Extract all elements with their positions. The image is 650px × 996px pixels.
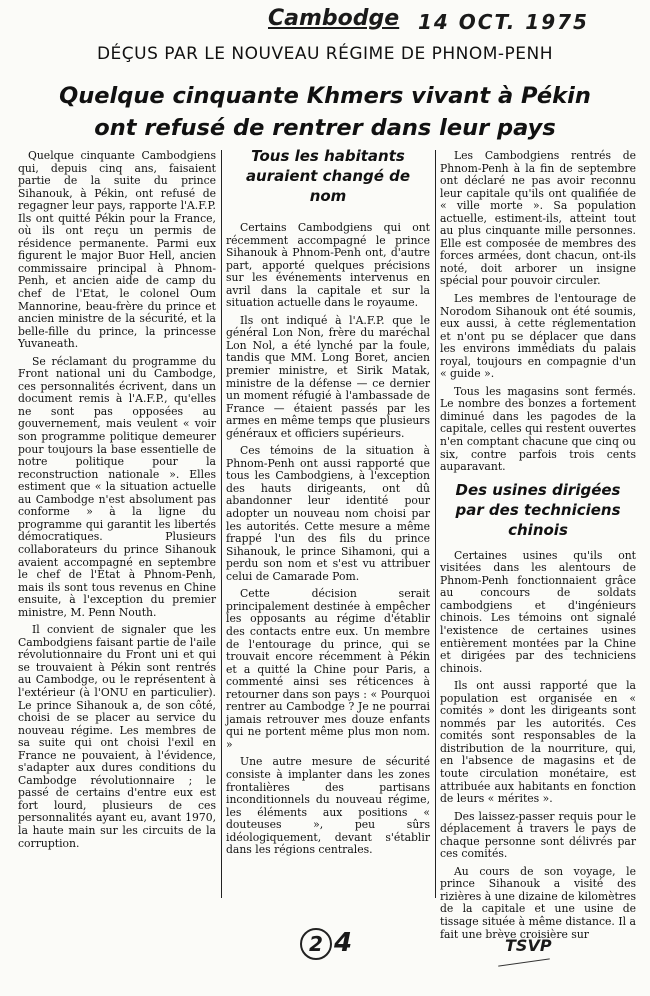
paragraph: Se réclamant du programme du Front national uni du Cambodge, ces personnalités écrivent, dans un document remis à l'A.F.P., qu'elles ne sont pas opposées au gouvernement, mais veulent « voir son programme politique demeurer pour toujours la base essentielle de notre politique pour la reconstruction nationale ». Elles estiment que « la situation actuelle au Cambodge n'est absolument pas conforme » à la ligne du programme qui garantit les libertés démocratiques. Plusieurs collaborateurs du prince Sihanouk avaient accompagné en septembre le chef de l'Etat à Phnom-Penh, mais ils sont tous revenus en Chine ensuite, à l'exception du premier ministre, M. Penn Nouth. bbox=[18, 354, 216, 619]
subheading: Tous les habitants auraient changé de nom bbox=[245, 147, 411, 205]
paragraph: Certains Cambodgiens qui ont récemment accompagné le prince Sihanouk à Phnom-Penh ont, d'autre part, apporté quelques précisions sur les événements intervenus en avril dans la capitale et sur la situation actuelle dans le royaume. bbox=[226, 221, 430, 310]
article-column-3 bbox=[440, 150, 636, 946]
clipping-date-stamp: 14 OCT. 1975 bbox=[418, 10, 589, 34]
paragraph: Des laissez-passer requis pour le déplacement à travers le pays de chaque personne sont délivrés par ces comités. bbox=[440, 809, 636, 861]
article-column-2 bbox=[226, 144, 430, 862]
paragraph: Une autre mesure de sécurité consiste à implanter dans les zones frontalières des partisans inconditionnels du nouveau régime, les éléments aux positions « douteuses », peu sûrs idéologiquement, devant s'établir dans les régions centrales. bbox=[226, 755, 430, 857]
headline-line-1: Quelque cinquante Khmers vivant à Pékin bbox=[59, 83, 591, 109]
headline bbox=[10, 80, 640, 144]
paragraph: Ils ont aussi rapporté que la population est organisée en « comités » dont les dirigeants sont nommés par les autorités. Ces comités sont responsables de la distribution de la nourriture, qui, en l'absence de magasins et de toute circulation monétaire, est attribuée aux habitants en fonction de leurs « mérites ». bbox=[440, 679, 636, 806]
paragraph: Cette décision serait principalement destinée à empêcher les opposants au régime d'établir des contacts entre eux. Un membre de l'entourage du prince, qui se trouvait encore récemment à Pékin et a quitté la Chine pour Paris, a commenté ainsi ses réticences à retourner dans son pays : « Pourquoi rentrer au Cambodge ? Je ne pourrai jamais retrouver mes douze enfants qui ne portent même plus mon nom. » bbox=[226, 587, 430, 751]
subheading: Des usines dirigées par des techniciens chinois bbox=[455, 480, 621, 539]
paragraph: Certaines usines qu'ils ont visitées dans les alentours de Phnom-Penh fonctionnaient grâce au concours de soldats cambodgiens et d'ingénieurs chinois. Les témoins ont signalé l'existence de certaines usines entièrement montées par la Chine et dirigées par des techniciens chinois. bbox=[440, 548, 636, 675]
paragraph: Les Cambodgiens rentrés de Phnom-Penh à la fin de septembre ont déclaré ne pas avoir reconnu leur capitale qu'ils ont qualifiée de « ville morte ». Sa population actuelle, estiment-ils, atteint tout au plus cinquante mille personnes. Elle est composée de membres des forces armées, dont chacun, ont-ils noté, doit arborer un insigne spécial pour pouvoir circuler. bbox=[440, 149, 636, 288]
article-column-1 bbox=[18, 150, 216, 855]
column-rule-left bbox=[221, 150, 222, 898]
page-number-circled: 2 bbox=[300, 928, 332, 960]
paragraph: Au cours de son voyage, le prince Sihanouk a visité des rizières à une dizaine de kilomètres de la capitale et une usine de tissage située à même distance. Il a fait une brève croisière sur bbox=[440, 864, 636, 941]
handwritten-underline-stroke bbox=[498, 958, 550, 966]
handwritten-page-number bbox=[300, 928, 352, 960]
column-rule-right bbox=[435, 150, 436, 898]
page-mark: 4 bbox=[334, 928, 353, 958]
newspaper-source-label: Cambodge bbox=[268, 6, 400, 31]
paragraph: Il convient de signaler que les Cambodgiens faisant partie de l'aile révolutionnaire du Front uni et qui se trouvaient à Pékin sont rentrés au Cambodge, ou le représentent à l'extérieur (à l'ONU en particulier). Le prince Sihanouk a, de son côté, choisi de se placer au service du nouveau régime. Les membres de sa suite qui ont choisi l'exil en France ne pouvaient, à l'évidence, s'adapter aux dures conditions du Cambodge révolutionnaire ; le passé de certains d'entre eux est fort lourd, plusieurs de ces personnalités ayant eu, avant 1970, la haute main sur les circuits de la corruption. bbox=[18, 623, 216, 850]
paragraph: Ils ont indiqué à l'A.F.P. que le général Lon Non, frère du maréchal Lon Nol, a été lynché par la foule, tandis que MM. Long Boret, ancien premier ministre, et Sirik Matak, ministre de la défense — ce dernier un moment réfugié à l'ambassade de France — étaient passés par les armes en même temps que plusieurs généraux et officiers supérieurs. bbox=[226, 313, 430, 440]
paragraph: Quelque cinquante Cambodgiens qui, depuis cinq ans, faisaient partie de la suite du prince Sihanouk, à Pékin, ont refusé de regagner leur pays, rapporte l'A.F.P. Ils ont quitté Pékin pour la France, où ils ont reçu un permis de résidence permanente. Parmi eux figurent le major Buor Hell, ancien commissaire principal à Phnom-Penh, et ancien aide de camp du chef de l'Etat, le colonel Oum Mannorine, beau-frère du prince et ancien ministre de la sécurité, et la belle-fille du prince, la princesse Yuvaneath. bbox=[18, 149, 216, 351]
paragraph: Les membres de l'entourage de Norodom Sihanouk ont été soumis, eux aussi, à cette réglementation et n'ont pu se déplacer que dans les environs immédiats du palais royal, toujours en compagnie d'un « guide ». bbox=[440, 292, 636, 381]
paragraph: Ces témoins de la situation à Phnom-Penh ont aussi rapporté que tous les Cambodgiens, à l'exception des hauts dirigeants, ont dû abandonner leur identité pour adopter un nouveau nom choisi par les autorités. Cette mesure a même frappé l'un des fils du prince Sihanouk, le prince Sihamoni, qui a perdu son nom et s'est vu attribuer celui de Camarade Pom. bbox=[226, 444, 430, 583]
supertitle: DÉÇUS PAR LE NOUVEAU RÉGIME DE PHNOM-PENH bbox=[96, 44, 554, 64]
continued-mark-tsvp: TSVP bbox=[505, 936, 552, 955]
paragraph: Tous les magasins sont fermés. Le nombre des bonzes a fortement diminué dans les pagodes de la capitale, celles qui restent ouvertes n'en comptant chacune que cinq ou six, contre parfois trois cents auparavant. bbox=[440, 384, 636, 474]
headline-line-2: ont refusé de rentrer dans leur pays bbox=[94, 115, 556, 141]
